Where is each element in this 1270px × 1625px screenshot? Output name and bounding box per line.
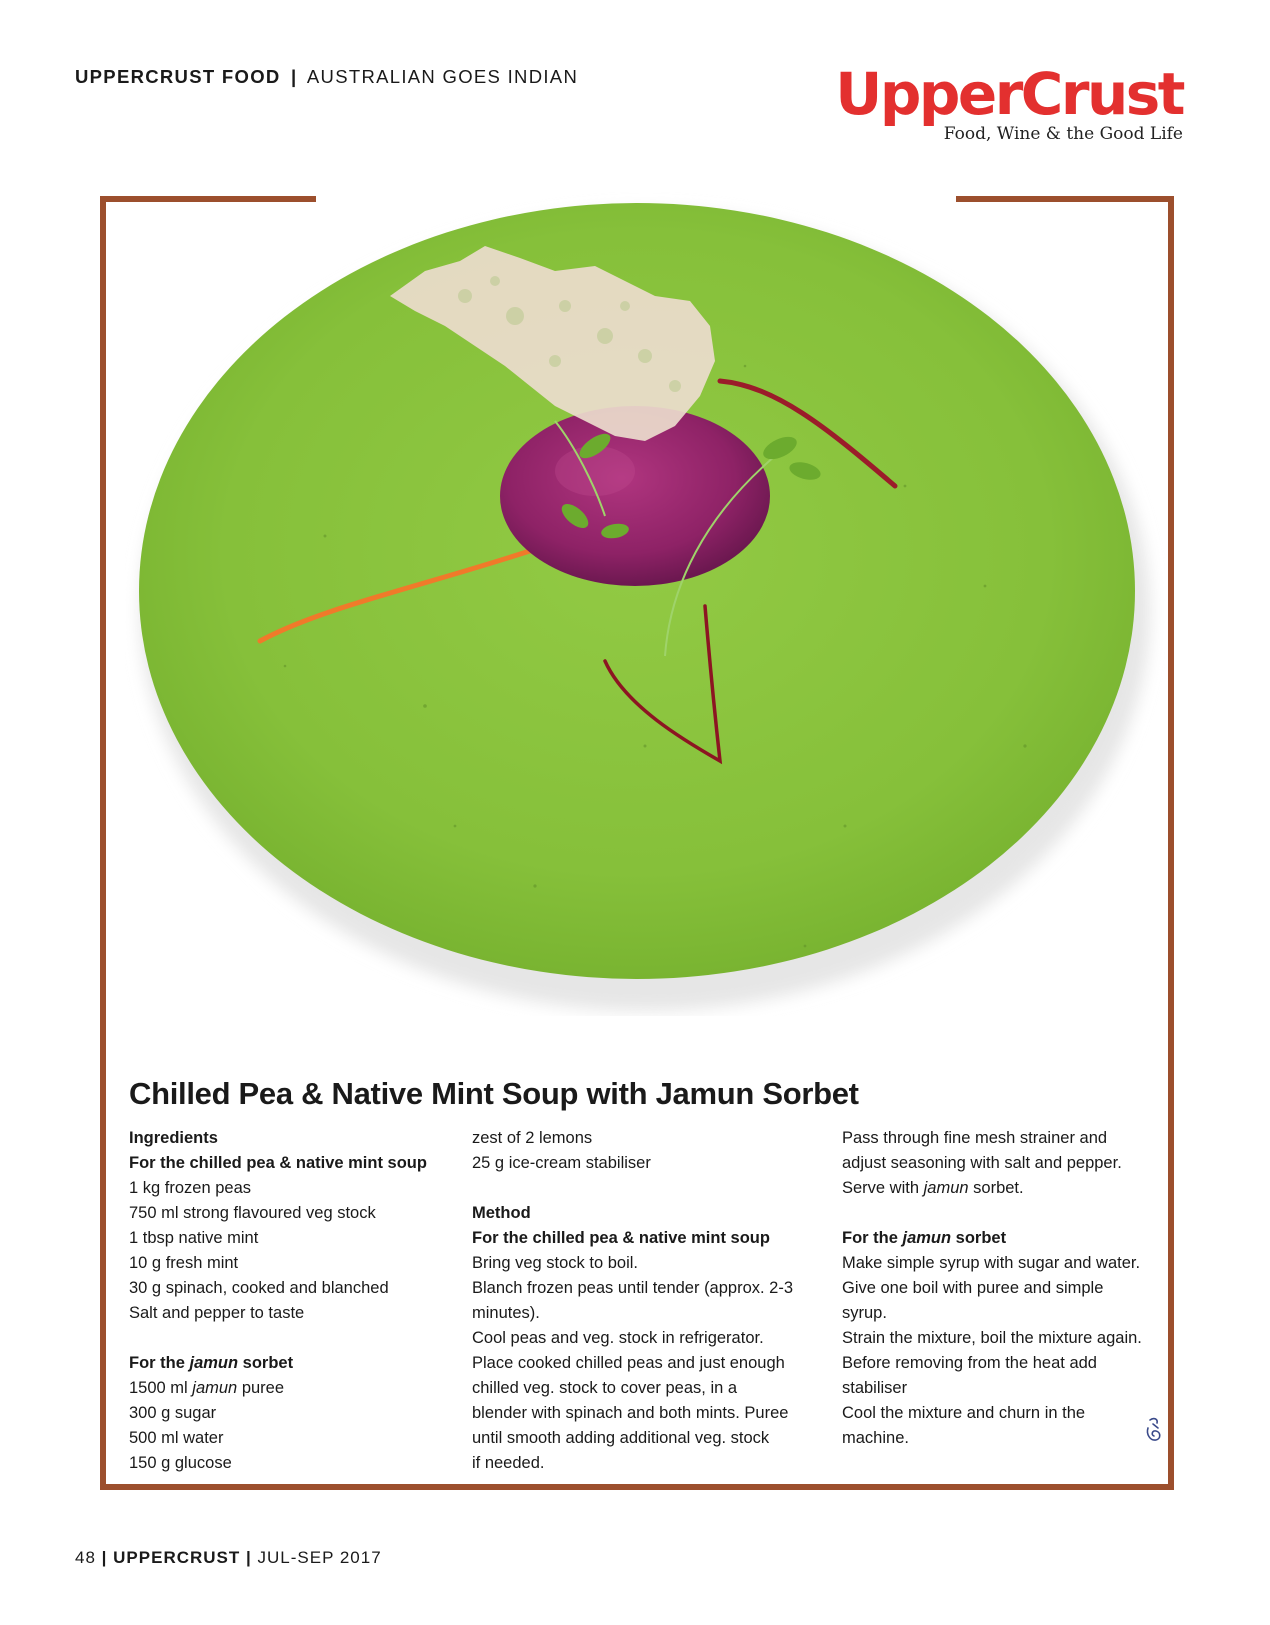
page-footer xyxy=(75,1548,382,1568)
logo-wordmark: UpperCrust xyxy=(835,60,1183,128)
footer-separator: | xyxy=(246,1548,252,1567)
footer-separator: | xyxy=(101,1548,108,1567)
sorbet-method-heading: For the jamun sorbet xyxy=(842,1229,1007,1247)
method-step: Before removing from the heat add xyxy=(842,1354,1097,1372)
method-column-continued xyxy=(842,1126,1162,1451)
method-step: Blanch frozen peas until tender (approx. 2-3 xyxy=(472,1279,794,1297)
method-column xyxy=(472,1126,812,1476)
soup-method-heading: For the chilled pea & native mint soup xyxy=(472,1229,770,1247)
subsection-label: AUSTRALIAN GOES INDIAN xyxy=(306,66,579,87)
method-step: Cool peas and veg. stock in refrigerator. xyxy=(472,1329,764,1347)
ingredient-item: zest of 2 lemons xyxy=(472,1129,593,1147)
method-step: stabiliser xyxy=(842,1379,908,1397)
section-label: UPPERCRUST FOOD xyxy=(75,66,281,87)
soup-ingredients-heading: For the chilled pea & native mint soup xyxy=(129,1154,427,1172)
method-step: blender with spinach and both mints. Puree xyxy=(472,1404,789,1422)
logo-tagline: Food, Wine & the Good Life xyxy=(943,124,1183,144)
ingredient-item: 25 g ice-cream stabiliser xyxy=(472,1154,651,1172)
method-step: until smooth adding additional veg. stock xyxy=(472,1429,770,1447)
frame-bottom xyxy=(100,1484,1174,1490)
uppercrust-logo xyxy=(835,62,1183,144)
ingredient-item: 500 ml water xyxy=(129,1429,224,1447)
method-step: syrup. xyxy=(842,1304,887,1322)
method-step: Cool the mixture and churn in the xyxy=(842,1404,1086,1422)
running-header xyxy=(75,66,578,88)
method-heading: Method xyxy=(472,1204,531,1222)
issue-date: JUL-SEP 2017 xyxy=(257,1548,382,1567)
method-step: Strain the mixture, boil the mixture again. xyxy=(842,1329,1142,1347)
frame-right xyxy=(1168,196,1174,1490)
method-step: adjust seasoning with salt and pepper. xyxy=(842,1154,1122,1172)
ingredient-item: 1 tbsp native mint xyxy=(129,1229,259,1247)
method-step: Give one boil with puree and simple xyxy=(842,1279,1104,1297)
ingredients-heading: Ingredients xyxy=(129,1129,218,1147)
method-step: Serve with jamun sorbet. xyxy=(842,1179,1024,1197)
publication-name: UPPERCRUST xyxy=(113,1548,241,1567)
ingredient-item: 10 g fresh mint xyxy=(129,1254,239,1272)
method-step: if needed. xyxy=(472,1454,545,1472)
ingredient-item: 750 ml strong flavoured veg stock xyxy=(129,1204,376,1222)
method-step: chilled veg. stock to cover peas, in a xyxy=(472,1379,738,1397)
ingredients-column xyxy=(129,1126,449,1476)
ingredient-item: 300 g sugar xyxy=(129,1404,217,1422)
ingredient-item: Salt and pepper to taste xyxy=(129,1304,305,1322)
header-separator: | xyxy=(291,66,298,87)
method-step: Bring veg stock to boil. xyxy=(472,1254,638,1272)
chef-end-mark-icon xyxy=(1142,1416,1164,1444)
method-step: Make simple syrup with sugar and water. xyxy=(842,1254,1141,1272)
frame-left xyxy=(100,196,106,1490)
soup-photo xyxy=(125,186,1165,1016)
method-step: machine. xyxy=(842,1429,909,1447)
method-step: Pass through fine mesh strainer and xyxy=(842,1129,1108,1147)
ingredient-item: 30 g spinach, cooked and blanched xyxy=(129,1279,389,1297)
ingredient-item: 150 g glucose xyxy=(129,1454,232,1472)
method-step: Place cooked chilled peas and just enough xyxy=(472,1354,785,1372)
ingredient-item: 1500 ml jamun puree xyxy=(129,1379,285,1397)
ingredient-item: 1 kg frozen peas xyxy=(129,1179,251,1197)
method-step: minutes). xyxy=(472,1304,540,1322)
sorbet-ingredients-heading: For the jamun sorbet xyxy=(129,1354,294,1372)
page-number: 48 xyxy=(75,1548,96,1567)
recipe-title: Chilled Pea & Native Mint Soup with Jamun Sorbet xyxy=(129,1076,859,1111)
